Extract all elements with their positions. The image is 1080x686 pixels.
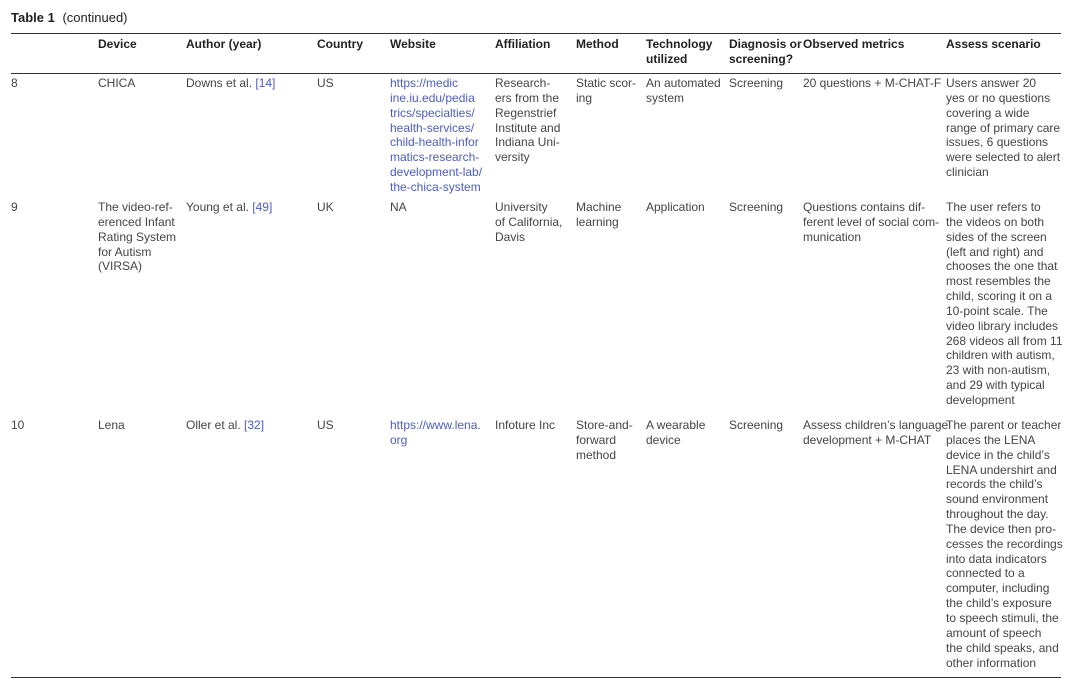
technology-cell: Application: [646, 200, 705, 214]
device-cell: Lena: [98, 418, 125, 432]
website-link[interactable]: https://www.lena. org: [390, 418, 481, 447]
scenario-cell: Users answer 20 yes or no questions covering a wide range of primary care issues, 6 questions were selected to alert clinician: [946, 76, 1061, 180]
header-technology: Technology utilized: [646, 37, 713, 66]
device-cell: CHICA: [98, 76, 136, 90]
header-country: Country: [317, 37, 363, 51]
technology-cell: An automated system: [646, 76, 721, 105]
technology-cell: A wearable device: [646, 418, 706, 447]
bottom-rule: [11, 677, 1061, 678]
website-link[interactable]: https://medic ine.iu.edu/pedia trics/specialties/ health-services/ child-health-infor matics-research- development-lab/ the-chica-system: [390, 76, 483, 194]
header-observed-metrics: Observed metrics: [803, 37, 905, 51]
diagnosis-cell: Screening: [729, 200, 784, 214]
diagnosis-cell: Screening: [729, 418, 784, 432]
row-number: 9: [11, 200, 18, 214]
method-cell: Store-and- forward method: [576, 418, 633, 462]
reference-link[interactable]: [32]: [244, 418, 265, 432]
header-diagnosis: Diagnosis or screening?: [729, 37, 802, 66]
method-cell: Static scor- ing: [576, 76, 637, 105]
metrics-cell: 20 questions + M-CHAT-F: [803, 76, 942, 90]
author-cell: [186, 76, 275, 91]
header-affiliation: Affiliation: [495, 37, 551, 51]
top-rule: [11, 33, 1061, 34]
row-number: 8: [11, 76, 18, 90]
metrics-cell: Questions contains dif- ferent level of social com- munication: [803, 200, 940, 244]
scenario-cell: The user refers to the videos on both sides of the screen (left and right) and chooses the one that most resembles the child, scoring it on a 10-point scale. The video library includes 268 videos all from 11 children with autism, 23 with non-autism, and 29 with typical development: [946, 200, 1063, 407]
author-name: Downs et al.: [186, 76, 253, 90]
author-cell: [186, 200, 272, 215]
affiliation-cell: University of California, Davis: [495, 200, 563, 244]
reference-link[interactable]: [49]: [252, 200, 273, 214]
table-label: Table 1: [11, 10, 55, 25]
author-cell: [186, 418, 264, 433]
author-name: Young et al.: [186, 200, 249, 214]
table-continued-note: (continued): [62, 10, 128, 25]
row-number: 10: [11, 418, 25, 432]
table-caption: [11, 10, 128, 25]
header-assess-scenario: Assess scenario: [946, 37, 1041, 51]
website-cell: NA: [390, 200, 407, 214]
diagnosis-cell: Screening: [729, 76, 784, 90]
header-device: Device: [98, 37, 137, 51]
device-cell: The video-ref- erenced Infant Rating System for Autism (VIRSA): [98, 200, 177, 274]
author-name: Oller et al.: [186, 418, 241, 432]
method-cell: Machine learning: [576, 200, 622, 229]
metrics-cell: Assess children’s language development + M-CHAT: [803, 418, 949, 447]
header-website: Website: [390, 37, 436, 51]
country-cell: US: [317, 76, 334, 90]
affiliation-cell: Research- ers from the Regenstrief Institute and Indiana Uni- versity: [495, 76, 561, 165]
affiliation-cell: Infoture Inc: [495, 418, 556, 432]
country-cell: UK: [317, 200, 334, 214]
scenario-cell: The parent or teacher places the LENA device in the child’s LENA undershirt and records the child’s sound environment throughout the day. The device then pro- cesses the recordings into data indicators connected to a computer, including the child’s exposure to speech stimuli, the amount of speech the child speaks, and other information: [946, 418, 1063, 670]
country-cell: US: [317, 418, 334, 432]
reference-link[interactable]: [14]: [255, 76, 276, 90]
header-method: Method: [576, 37, 619, 51]
header-author: Author (year): [186, 37, 262, 51]
header-rule: [11, 73, 1061, 74]
